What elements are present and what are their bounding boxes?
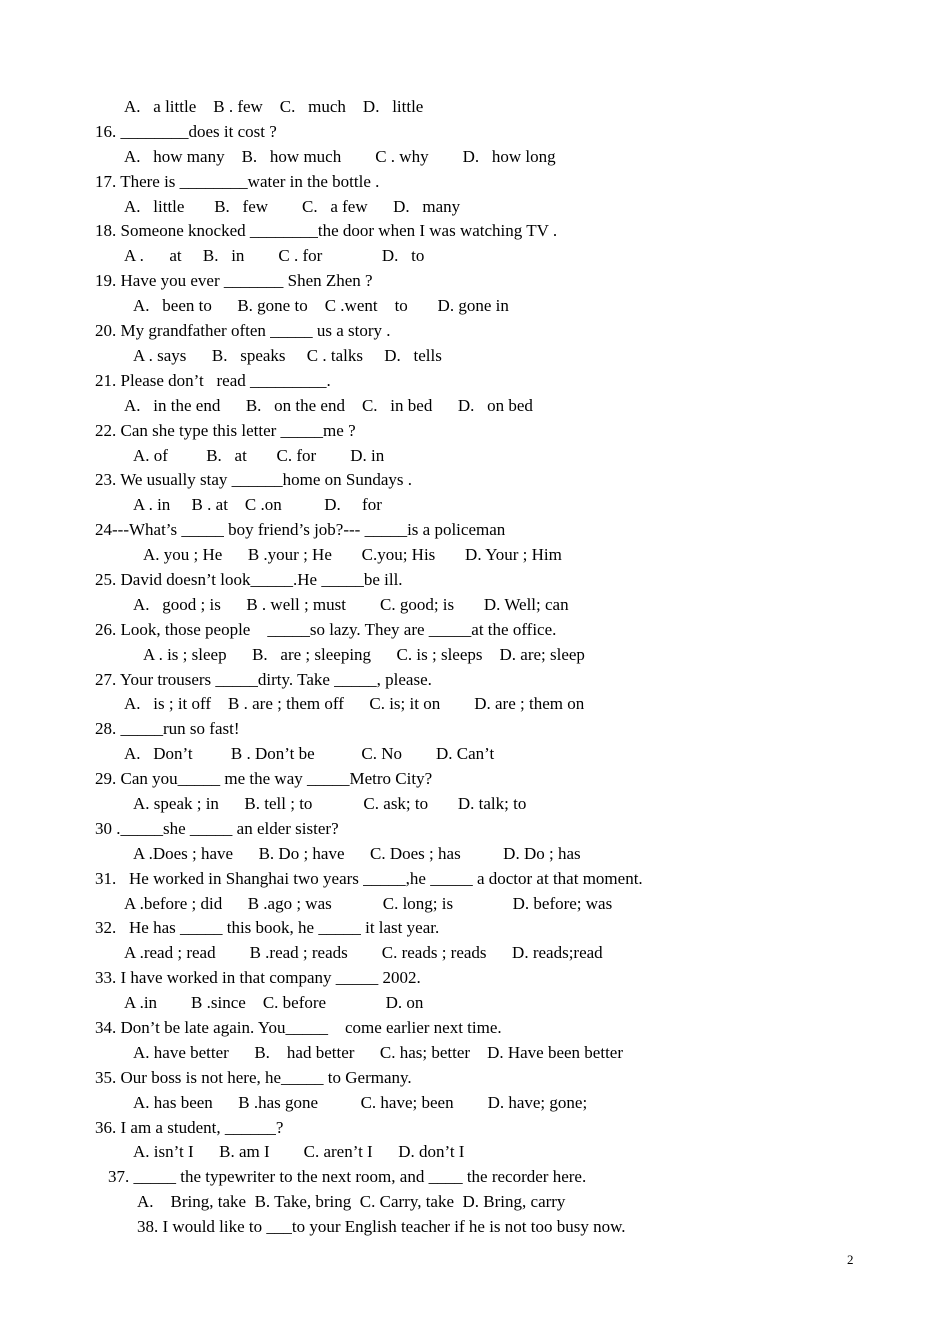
- line-11: A . says B. speaks C . talks D. tells: [133, 346, 442, 365]
- line-38: 34. Don’t be late again. You_____ come earlier next time.: [95, 1018, 502, 1037]
- line-10: 20. My grandfather often _____ us a story .: [95, 321, 391, 340]
- line-43: A. isn’t I B. am I C. aren’t I D. don’t I: [133, 1142, 465, 1161]
- line-35: A .read ; read B .read ; reads C. reads ; reads D. reads;read: [124, 943, 603, 962]
- line-28: 29. Can you_____ me the way _____Metro City?: [95, 769, 433, 788]
- line-07: A . at B. in C . for D. to: [124, 246, 425, 265]
- line-33: A .before ; did B .ago ; was C. long; is D. before; was: [124, 894, 613, 913]
- line-24: 27. Your trousers _____dirty. Take _____, please.: [95, 670, 432, 689]
- line-25: A. is ; it off B . are ; them off C. is; it on D. are ; them on: [124, 694, 585, 713]
- line-39: A. have better B. had better C. has; better D. Have been better: [133, 1043, 624, 1062]
- line-02: 16. ________does it cost ?: [95, 122, 277, 141]
- line-34: 32. He has _____ this book, he _____ it last year.: [95, 918, 440, 937]
- page-number: 2: [847, 1252, 854, 1267]
- line-12: 21. Please don’t read _________.: [95, 371, 331, 390]
- line-26: 28. _____run so fast!: [95, 719, 240, 738]
- line-32: 31. He worked in Shanghai two years _____,he _____ a doctor at that moment.: [95, 869, 643, 888]
- line-08: 19. Have you ever _______ Shen Zhen ?: [95, 271, 373, 290]
- line-04: 17. There is ________water in the bottle .: [95, 172, 380, 191]
- line-45: A. Bring, take B. Take, bring C. Carry, take D. Bring, carry: [137, 1192, 566, 1211]
- line-23: A . is ; sleep B. are ; sleeping C. is ; sleeps D. are; sleep: [143, 645, 585, 664]
- line-44: 37. _____ the typewriter to the next room, and ____ the recorder here.: [108, 1167, 587, 1186]
- line-01: A. a little B . few C. much D. little: [124, 97, 424, 116]
- line-30: 30 ._____she _____ an elder sister?: [95, 819, 339, 838]
- line-19: A. you ; He B .your ; He C.you; His D. Your ; Him: [143, 545, 562, 564]
- line-17: A . in B . at C .on D. for: [133, 495, 382, 514]
- line-42: 36. I am a student, ______?: [95, 1118, 284, 1137]
- line-03: A. how many B. how much C . why D. how long: [124, 147, 556, 166]
- line-27: A. Don’t B . Don’t be C. No D. Can’t: [124, 744, 495, 763]
- line-18: 24---What’s _____ boy friend’s job?--- _____is a policeman: [95, 520, 506, 539]
- line-06: 18. Someone knocked ________the door when I was watching TV .: [95, 221, 558, 240]
- line-22: 26. Look, those people _____so lazy. They are _____at the office.: [95, 620, 557, 639]
- line-21: A. good ; is B . well ; must C. good; is D. Well; can: [133, 595, 569, 614]
- line-15: A. of B. at C. for D. in: [133, 446, 385, 465]
- line-05: A. little B. few C. a few D. many: [124, 197, 461, 216]
- line-41: A. has been B .has gone C. have; been D. have; gone;: [133, 1093, 588, 1112]
- line-40: 35. Our boss is not here, he_____ to Germany.: [95, 1068, 412, 1087]
- line-31: A .Does ; have B. Do ; have C. Does ; has D. Do ; has: [133, 844, 581, 863]
- line-20: 25. David doesn’t look_____.He _____be ill.: [95, 570, 403, 589]
- line-09: A. been to B. gone to C .went to D. gone in: [133, 296, 509, 315]
- line-46: 38. I would like to ___to your English teacher if he is not too busy now.: [137, 1217, 626, 1236]
- line-36: 33. I have worked in that company _____ 2002.: [95, 968, 421, 987]
- line-29: A. speak ; in B. tell ; to C. ask; to D. talk; to: [133, 794, 527, 813]
- line-16: 23. We usually stay ______home on Sundays .: [95, 470, 413, 489]
- line-13: A. in the end B. on the end C. in bed D. on bed: [124, 396, 533, 415]
- line-37: A .in B .since C. before D. on: [124, 993, 424, 1012]
- line-14: 22. Can she type this letter _____me ?: [95, 421, 356, 440]
